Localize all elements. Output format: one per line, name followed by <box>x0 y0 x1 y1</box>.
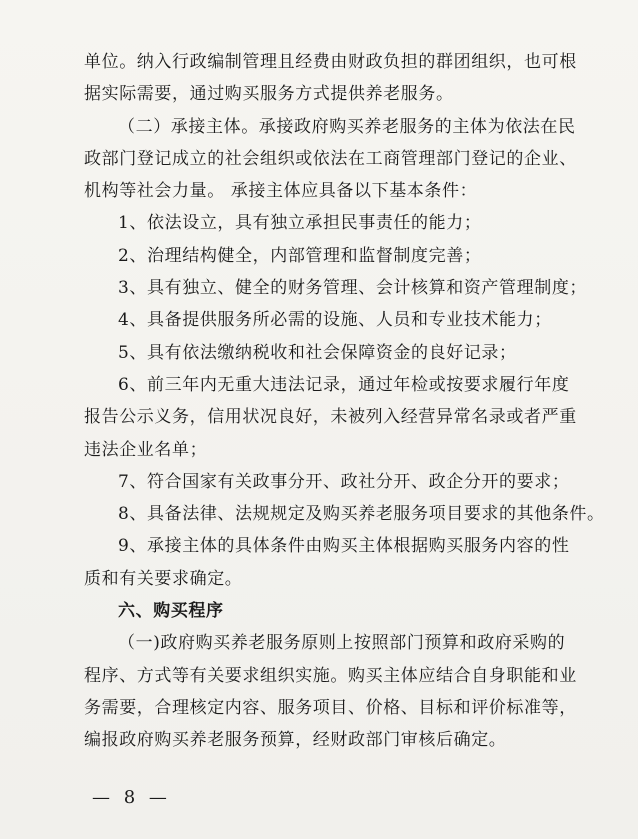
text-line: （一)政府购买养老服务原则上按照部门预算和政府采购的 <box>118 633 566 654</box>
list-item-9: 9、承接主体的具体条件由购买主体根据购买服务内容的性 <box>118 536 570 557</box>
list-item-5: 5、具有依法缴纳税收和社会保障资金的良好记录； <box>118 342 517 363</box>
text-line: 质和有关要求确定。 <box>84 568 243 589</box>
text-line: （二）承接主体。承接政府购买养老服务的主体为依法在民 <box>118 116 576 137</box>
list-item-4: 4、具备提供服务所必需的设施、人员和专业技术能力； <box>118 310 552 331</box>
text-line: 违法企业名单； <box>84 439 208 460</box>
list-item-2: 2、治理结构健全，内部管理和监督制度完善； <box>118 245 482 266</box>
list-item-6: 6、前三年内无重大违法记录，通过年检或按要求履行年度 <box>118 374 570 395</box>
text-line: 政部门登记成立的社会组织或依法在工商管理部门登记的企业、 <box>84 148 577 169</box>
text-line: 编报政府购买养老服务预算，经财政部门审核后确定。 <box>84 730 507 751</box>
page-number: — 8 — <box>92 787 171 808</box>
list-item-1: 1、依法设立，具有独立承担民事责任的能力； <box>118 213 482 234</box>
list-item-7: 7、符合国家有关政事分开、政社分开、政企分开的要求； <box>118 471 570 492</box>
document-body <box>84 46 605 757</box>
text-line: 程序、方式等有关要求组织实施。购买主体应结合自身职能和业 <box>84 665 577 686</box>
list-item-8: 8、具备法律、法规规定及购买养老服务项目要求的其他条件。 <box>118 504 605 525</box>
list-item-3: 3、具有独立、健全的财务管理、会计核算和资产管理制度； <box>118 278 588 299</box>
text-line: 单位。纳入行政编制管理且经费由财政负担的群团组织，也可根 <box>84 52 577 72</box>
text-line: 机构等社会力量。 承接主体应具备以下基本条件： <box>84 181 478 202</box>
text-line: 据实际需要，通过购买服务方式提供养老服务。 <box>84 84 454 105</box>
text-line: 务需要，合理核定内容、服务项目、价格、目标和评价标准等， <box>84 697 577 718</box>
text-line: 报告公示义务，信用状况良好，未被列入经营异常名录或者严重 <box>84 407 577 428</box>
section-heading: 六、购买程序 <box>118 601 224 622</box>
